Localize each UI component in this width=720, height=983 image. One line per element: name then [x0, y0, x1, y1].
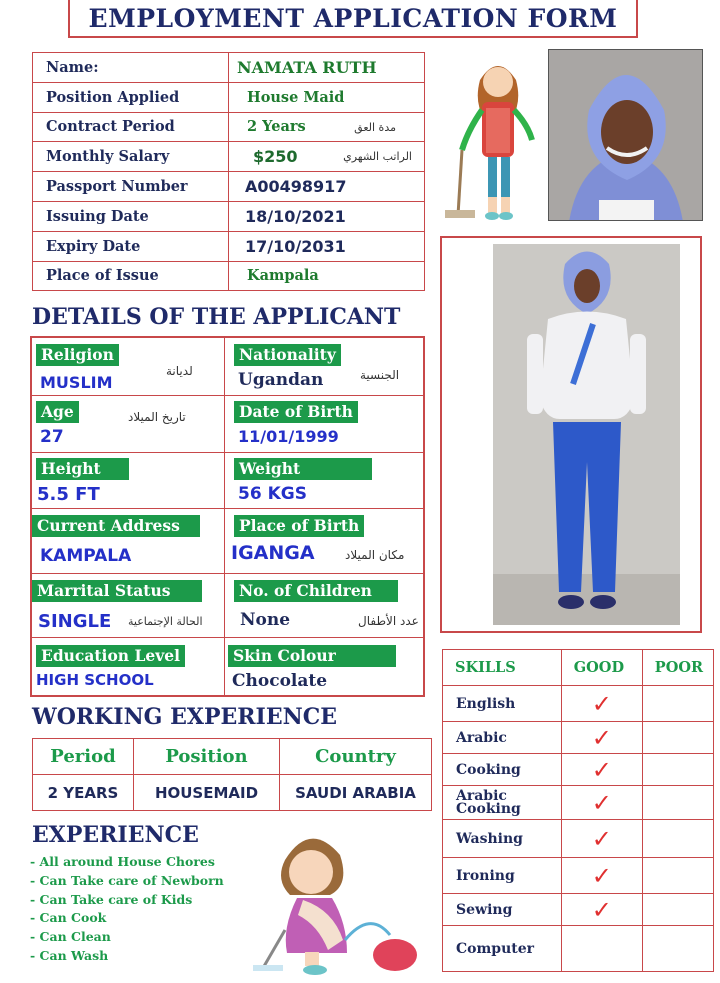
- period-header: Period: [33, 739, 134, 775]
- contract-value: 2 Years مدة العق: [229, 112, 425, 142]
- marital-status-arabic-label: الحالة الإجتماعية: [128, 615, 203, 628]
- name-value: NAMATA RUTH: [229, 53, 425, 83]
- issuing-date-label: Issuing Date: [33, 201, 229, 231]
- marital-status-value: SINGLE: [38, 611, 112, 632]
- table-row: [443, 786, 714, 820]
- skill-name: Computer: [443, 926, 562, 972]
- table-row: [33, 261, 425, 291]
- skill-poor-cell: [642, 722, 713, 754]
- table-row: [443, 820, 714, 858]
- salary-label: Monthly Salary: [33, 142, 229, 172]
- working-experience-table: [32, 738, 432, 811]
- experience-list: [30, 853, 224, 966]
- passport-value: A00498917: [229, 172, 425, 202]
- personal-info-table: [32, 52, 425, 291]
- place-of-issue-value: Kampala: [229, 261, 425, 291]
- dob-label: Date of Birth: [234, 401, 358, 423]
- check-icon: ✓: [561, 754, 642, 786]
- list-item: - Can Take care of Newborn: [30, 872, 224, 888]
- table-row: [33, 201, 425, 231]
- education-level-value: HIGH SCHOOL: [36, 671, 154, 689]
- grid-divider: [32, 637, 423, 638]
- salary-value: $250 الراتب الشهري: [229, 142, 425, 172]
- expiry-date-label: Expiry Date: [33, 231, 229, 261]
- religion-value: MUSLIM: [40, 373, 113, 392]
- religion-arabic-label: لديانة: [166, 364, 193, 378]
- table-row: [443, 754, 714, 786]
- skill-poor-cell: [642, 786, 713, 820]
- skill-name: English: [443, 686, 562, 722]
- marital-status-label: Marrital Status: [32, 580, 202, 602]
- place-of-birth-arabic-label: مكان الميلاد: [345, 548, 405, 562]
- age-label: Age: [36, 401, 79, 423]
- form-title-box: [68, 0, 638, 38]
- good-header: GOOD: [561, 650, 642, 686]
- skill-name: Washing: [443, 820, 562, 858]
- poor-header: POOR: [642, 650, 713, 686]
- skill-poor-cell: [642, 858, 713, 894]
- country-header: Country: [280, 739, 432, 775]
- skill-good-cell: [561, 926, 642, 972]
- expiry-date-value: 17/10/2031: [229, 231, 425, 261]
- cleaning-woman-illustration: [245, 820, 425, 980]
- current-address-value: KAMPALA: [40, 546, 132, 566]
- details-heading: DETAILS OF THE APPLICANT: [32, 304, 401, 330]
- nationality-arabic-label: الجنسية: [360, 368, 400, 382]
- skill-poor-cell: [642, 894, 713, 926]
- position-header: Position: [134, 739, 280, 775]
- religion-label: Religion: [36, 344, 119, 366]
- table-row: [443, 894, 714, 926]
- list-item: - Can Wash: [30, 947, 109, 963]
- applicant-portrait-photo: [548, 49, 703, 221]
- skills-table: [442, 649, 714, 972]
- weight-value: 56 KGS: [238, 484, 307, 504]
- contract-arabic-label: مدة العق: [354, 120, 396, 134]
- skill-name: Cooking: [443, 754, 562, 786]
- form-title: EMPLOYMENT APPLICATION FORM: [88, 3, 618, 33]
- salary-arabic-label: الراتب الشهري: [343, 150, 412, 164]
- check-icon: ✓: [561, 786, 642, 820]
- place-of-issue-label: Place of Issue: [33, 261, 229, 291]
- skill-name: Sewing: [443, 894, 562, 926]
- current-address-label: Current Address: [32, 515, 200, 537]
- check-icon: ✓: [561, 820, 642, 858]
- issuing-date-value: 18/10/2021: [229, 201, 425, 231]
- list-item: - Can Clean: [30, 929, 111, 945]
- grid-divider: [32, 452, 423, 453]
- country-value: SAUDI ARABIA: [280, 775, 432, 811]
- skill-poor-cell: [642, 754, 713, 786]
- table-row: [33, 82, 425, 112]
- working-experience-heading: WORKING EXPERIENCE: [32, 704, 338, 730]
- table-row: [443, 858, 714, 894]
- education-level-label: Education Level: [36, 645, 185, 667]
- children-value: None: [240, 610, 291, 630]
- check-icon: ✓: [561, 686, 642, 722]
- height-label: Height: [36, 458, 129, 480]
- nationality-value: Ugandan: [238, 370, 324, 390]
- table-row: [33, 142, 425, 172]
- skill-name: Arabic Cooking: [443, 786, 562, 820]
- passport-label: Passport Number: [33, 172, 229, 202]
- grid-divider: [32, 573, 423, 574]
- age-arabic-label: تاريخ الميلاد: [128, 410, 186, 424]
- list-item: - Can Cook: [30, 910, 107, 926]
- skill-name: Ironing: [443, 858, 562, 894]
- children-arabic-label: عدد الأطفال: [358, 614, 419, 628]
- skin-colour-label: Skin Colour: [228, 645, 396, 667]
- table-row: [33, 775, 432, 811]
- grid-divider: [224, 338, 225, 695]
- weight-label: Weight: [234, 458, 372, 480]
- age-value: 27: [40, 427, 64, 447]
- dob-value: 11/01/1999: [238, 427, 339, 446]
- maid-with-mop-illustration: [440, 50, 546, 225]
- name-label: Name:: [33, 53, 229, 83]
- height-value: 5.5 FT: [37, 484, 100, 505]
- table-row: [443, 650, 714, 686]
- experience-heading: EXPERIENCE: [32, 822, 199, 848]
- grid-divider: [32, 395, 423, 396]
- table-row: [443, 722, 714, 754]
- place-of-birth-value: IGANGA: [231, 542, 315, 564]
- table-row: [33, 739, 432, 775]
- list-item: - Can Take care of Kids: [30, 891, 193, 907]
- table-row: [33, 112, 425, 142]
- nationality-label: Nationality: [234, 344, 341, 366]
- children-label: No. of Children: [234, 580, 398, 602]
- applicant-details-grid: [30, 336, 425, 697]
- applicant-full-body-photo: [493, 244, 680, 625]
- skill-poor-cell: [642, 686, 713, 722]
- grid-divider: [32, 508, 423, 509]
- table-row: [443, 686, 714, 722]
- check-icon: ✓: [561, 894, 642, 926]
- position-value: House Maid: [229, 82, 425, 112]
- skin-colour-value: Chocolate: [232, 671, 328, 691]
- list-item: - All around House Chores: [30, 854, 215, 869]
- skill-poor-cell: [642, 820, 713, 858]
- skill-poor-cell: [642, 926, 713, 972]
- table-row: [443, 926, 714, 972]
- position-label: Position Applied: [33, 82, 229, 112]
- skill-name: Arabic: [443, 722, 562, 754]
- position-value: HOUSEMAID: [134, 775, 280, 811]
- check-icon: ✓: [561, 858, 642, 894]
- place-of-birth-label: Place of Birth: [234, 515, 364, 537]
- table-row: [33, 231, 425, 261]
- table-row: [33, 172, 425, 202]
- skills-header: SKILLS: [443, 650, 562, 686]
- contract-label: Contract Period: [33, 112, 229, 142]
- check-icon: ✓: [561, 722, 642, 754]
- table-row: [33, 53, 425, 83]
- period-value: 2 YEARS: [33, 775, 134, 811]
